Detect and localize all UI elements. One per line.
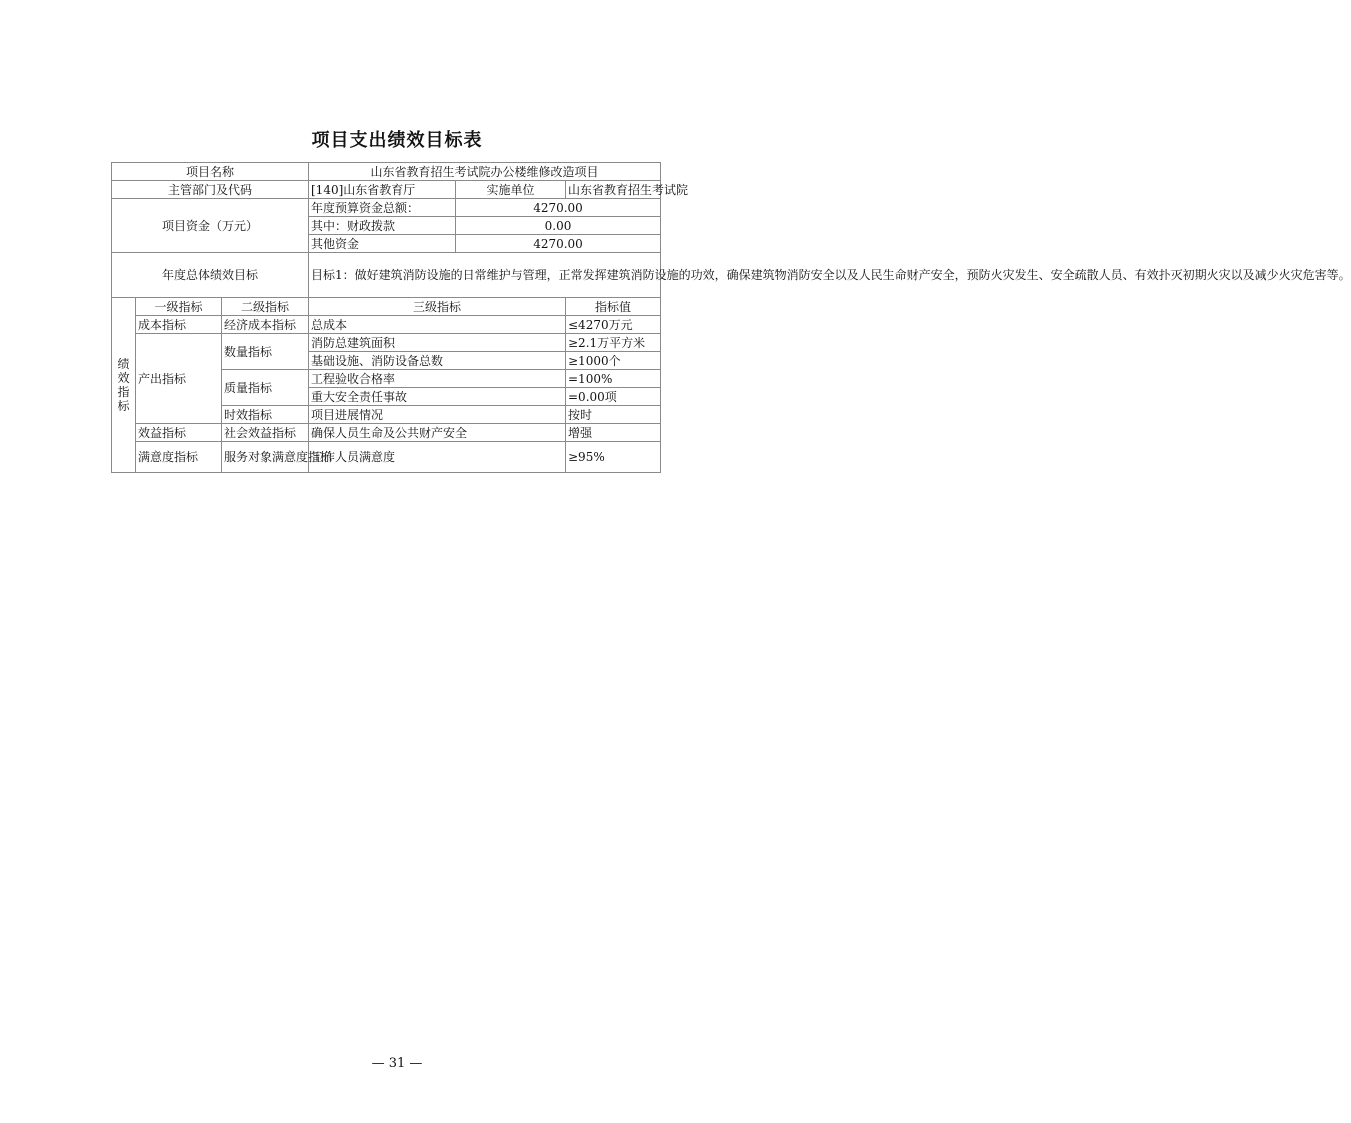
project-name-label: 项目名称 bbox=[112, 163, 309, 181]
fund-fiscal-label: 其中：财政拨款 bbox=[309, 217, 456, 235]
impl-label: 实施单位 bbox=[456, 181, 566, 199]
benefit-value: 增强 bbox=[566, 424, 661, 442]
quantity-l2: 数量指标 bbox=[222, 334, 309, 370]
satisfaction-l2: 服务对象满意度指标 bbox=[222, 442, 309, 473]
project-name-value: 山东省教育招生考试院办公楼维修改造项目 bbox=[309, 163, 661, 181]
table-row bbox=[112, 316, 661, 334]
indicator-header-row bbox=[112, 298, 661, 316]
performance-target-table bbox=[111, 162, 1351, 473]
cost-l2: 经济成本指标 bbox=[222, 316, 309, 334]
quality-l3: 工程验收合格率 bbox=[309, 370, 566, 388]
quantity-l3: 消防总建筑面积 bbox=[309, 334, 566, 352]
quality-value: =0.00项 bbox=[566, 388, 661, 406]
dept-value: [140]山东省教育厅 bbox=[309, 181, 456, 199]
col-level1-header: 一级指标 bbox=[136, 298, 222, 316]
cost-l1: 成本指标 bbox=[136, 316, 222, 334]
table-row bbox=[112, 442, 661, 473]
dept-label: 主管部门及代码 bbox=[112, 181, 309, 199]
benefit-l1: 效益指标 bbox=[136, 424, 222, 442]
quality-l2: 质量指标 bbox=[222, 370, 309, 406]
quantity-value: ≥1000个 bbox=[566, 352, 661, 370]
satisfaction-value: ≥95% bbox=[566, 442, 661, 473]
fund-label: 项目资金（万元） bbox=[112, 199, 309, 253]
benefit-l3: 确保人员生命及公共财产安全 bbox=[309, 424, 566, 442]
page-number: — 31 — bbox=[371, 1056, 423, 1071]
col-value-header: 指标值 bbox=[566, 298, 661, 316]
fund-total-value: 4270.00 bbox=[456, 199, 661, 217]
project-name-row bbox=[112, 163, 661, 181]
table-row bbox=[112, 424, 661, 442]
department-row bbox=[112, 181, 661, 199]
cost-value: ≤4270万元 bbox=[566, 316, 661, 334]
quality-l3: 重大安全责任事故 bbox=[309, 388, 566, 406]
col-level2-header: 二级指标 bbox=[222, 298, 309, 316]
satisfaction-l3: 工作人员满意度 bbox=[309, 442, 566, 473]
goal-row bbox=[112, 253, 661, 298]
satisfaction-l1: 满意度指标 bbox=[136, 442, 222, 473]
cost-l3: 总成本 bbox=[309, 316, 566, 334]
goal-text: 目标1：做好建筑消防设施的日常维护与管理，正常发挥建筑消防设施的功效，确保建筑物消防安全以及人民生命财产安全，预防火灾发生、安全疏散人员、有效扑灭初期火灾以及减少火灾危害等。 bbox=[309, 253, 661, 298]
quality-value: =100% bbox=[566, 370, 661, 388]
quantity-value: ≥2.1万平方米 bbox=[566, 334, 661, 352]
timeliness-l3: 项目进展情况 bbox=[309, 406, 566, 424]
indicator-section-label: 绩 效 指 标 bbox=[112, 298, 136, 473]
timeliness-l2: 时效指标 bbox=[222, 406, 309, 424]
page-title: 项目支出绩效目标表 bbox=[311, 130, 483, 151]
fund-other-value: 4270.00 bbox=[456, 235, 661, 253]
quantity-l3: 基础设施、消防设备总数 bbox=[309, 352, 566, 370]
table-row bbox=[112, 334, 661, 352]
col-level3-header: 三级指标 bbox=[309, 298, 566, 316]
goal-label: 年度总体绩效目标 bbox=[112, 253, 309, 298]
benefit-l2: 社会效益指标 bbox=[222, 424, 309, 442]
output-l1: 产出指标 bbox=[136, 334, 222, 424]
fund-other-label: 其他资金 bbox=[309, 235, 456, 253]
fund-row bbox=[112, 199, 661, 217]
impl-value: 山东省教育招生考试院 bbox=[566, 181, 661, 199]
fund-fiscal-value: 0.00 bbox=[456, 217, 661, 235]
timeliness-value: 按时 bbox=[566, 406, 661, 424]
fund-total-label: 年度预算资金总额： bbox=[309, 199, 456, 217]
